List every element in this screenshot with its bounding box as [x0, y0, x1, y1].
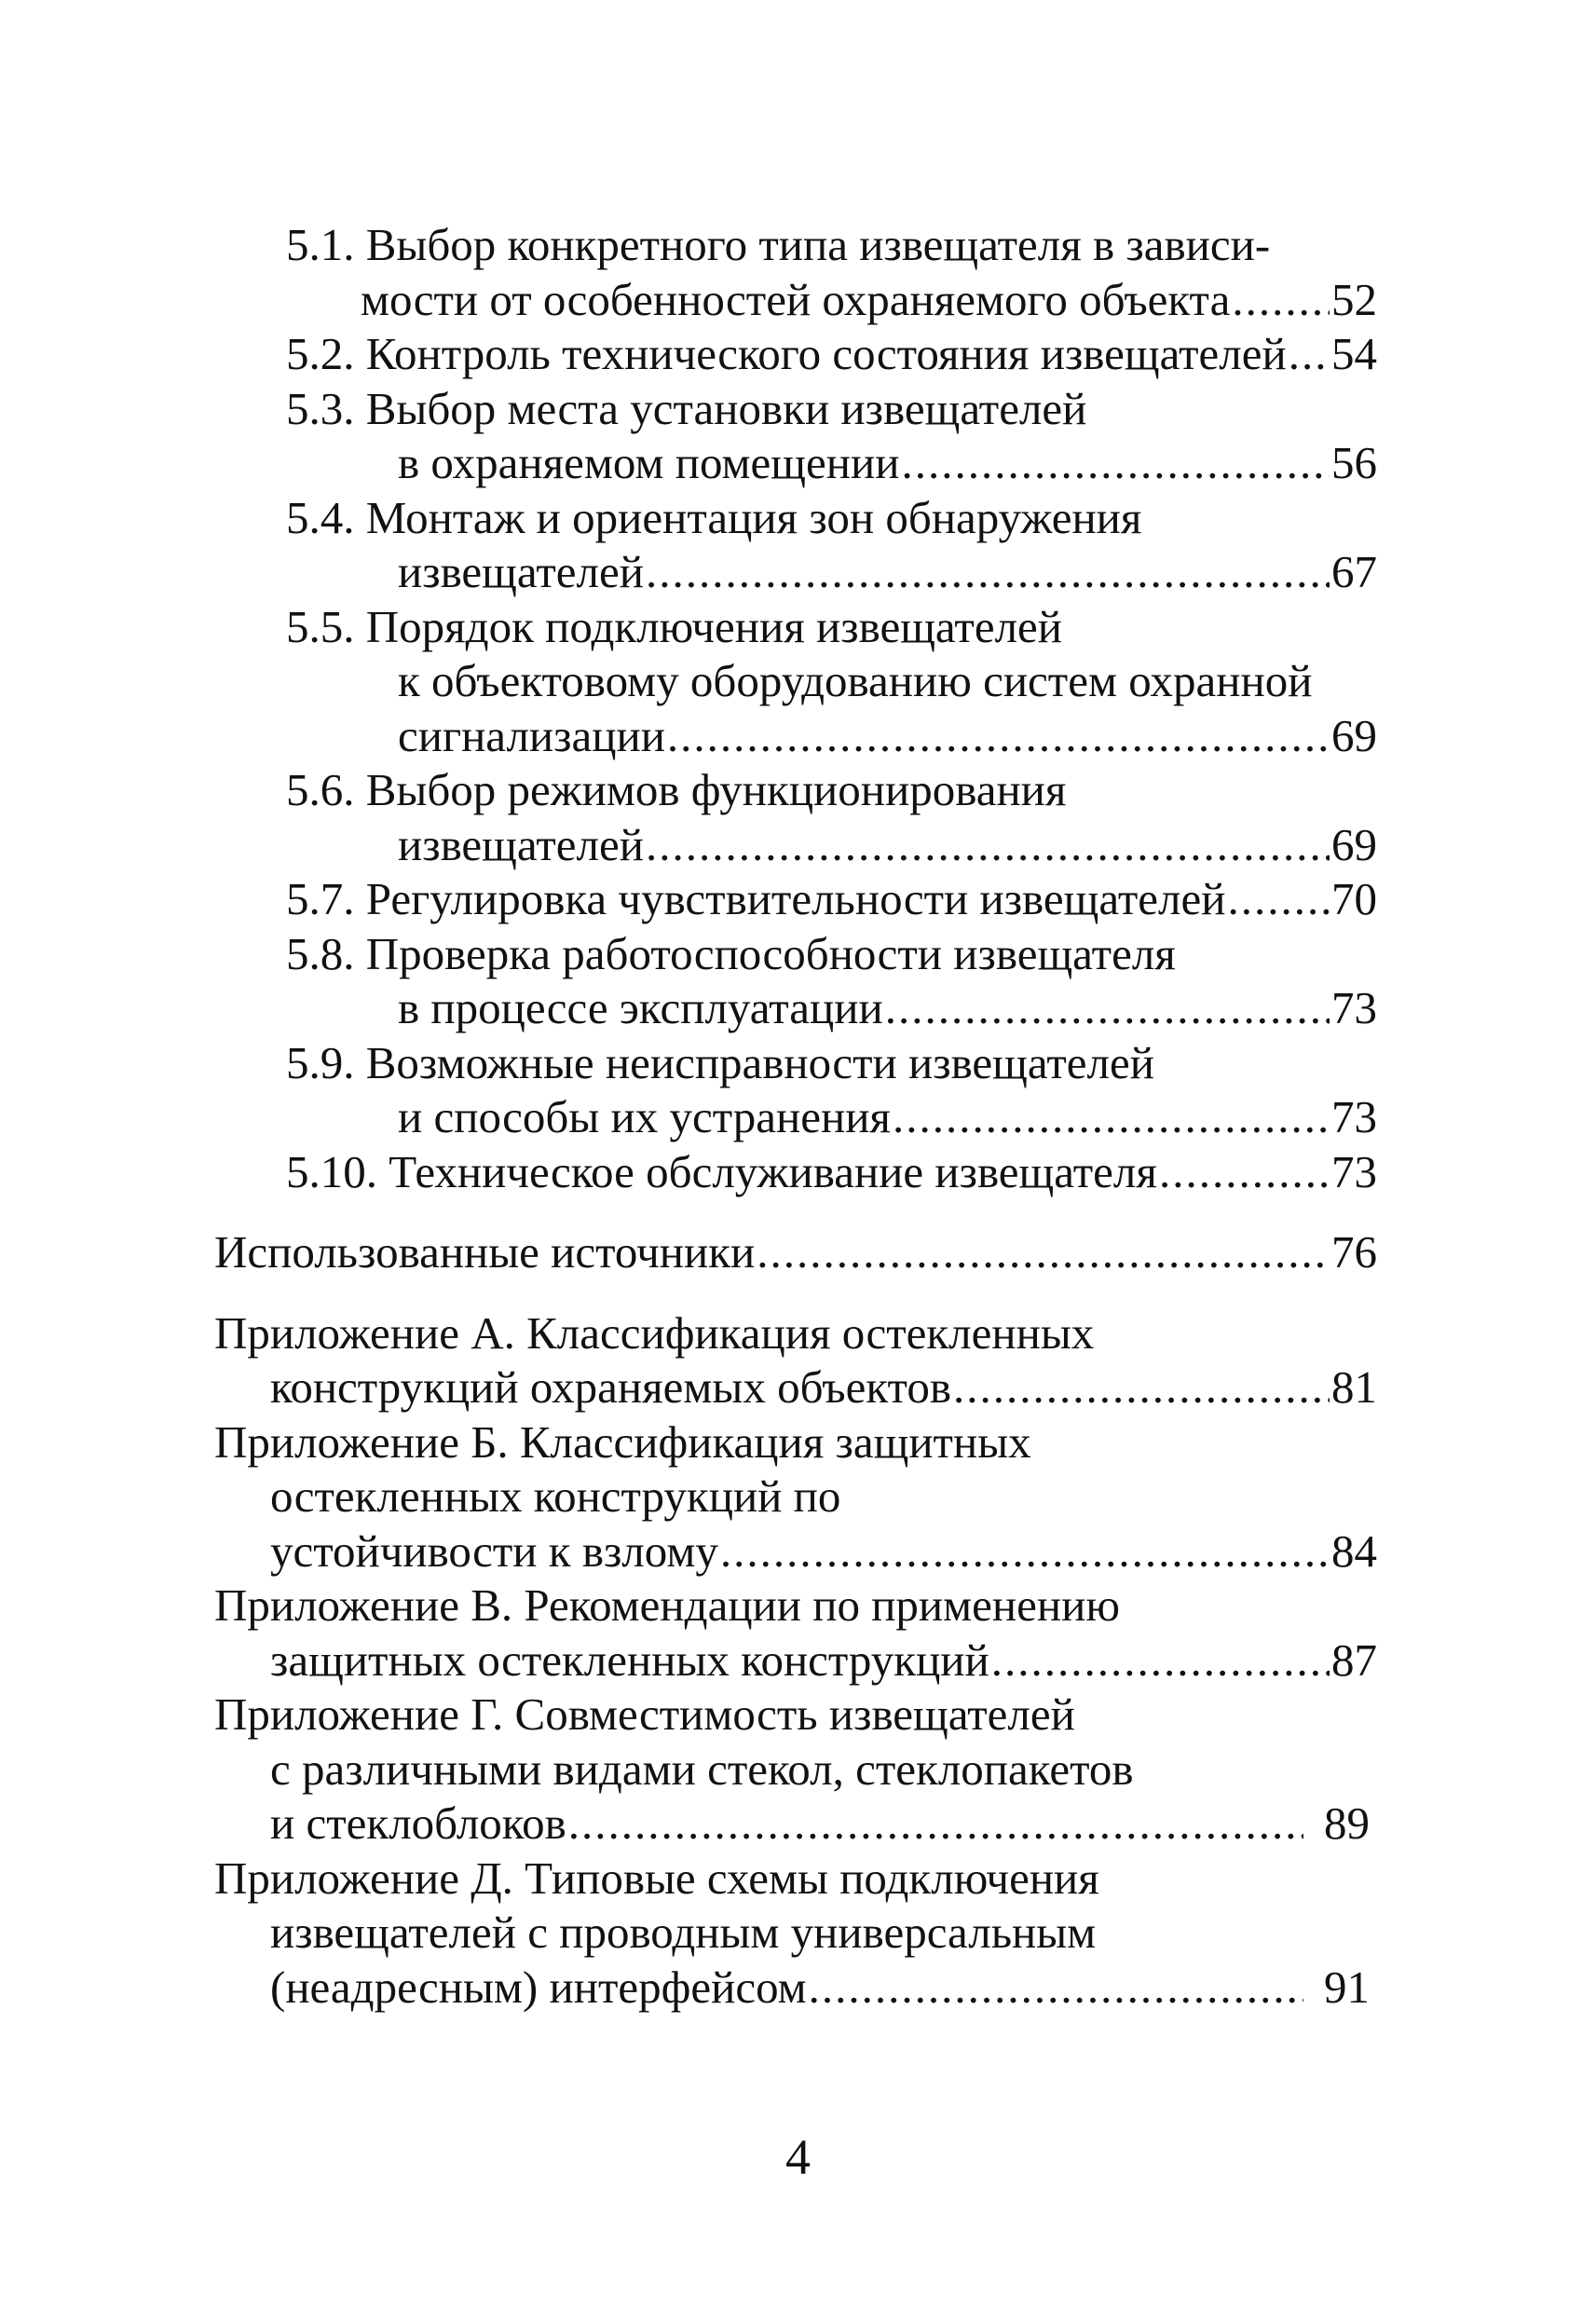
toc-entry-title: и способы их устранения	[398, 1091, 891, 1142]
toc-entry-line: остекленных конструкций по	[270, 1470, 841, 1522]
dot-leader	[667, 709, 1330, 764]
page-number: 4	[785, 2129, 811, 2185]
toc-entry-line: Приложение А. Классификация остекленных	[214, 1306, 1095, 1359]
section-gap	[214, 1280, 1377, 1306]
toc-entry-line	[214, 818, 1377, 873]
dot-leader	[991, 1633, 1330, 1688]
toc-appendices	[214, 1225, 1377, 2015]
toc-entry-title: 5.7. Регулировка чувствительности извещателей	[286, 873, 1226, 924]
toc-entry-title: извещателей	[398, 546, 644, 597]
toc-entry-line: 5.1. Выбор конкретного типа извещателя в зависи-	[286, 219, 1271, 270]
toc-entry-line	[214, 1360, 1377, 1415]
dot-leader	[646, 818, 1330, 873]
toc-entry-title: защитных остекленных конструкций	[270, 1633, 989, 1686]
dot-leader	[1232, 273, 1330, 328]
toc-page-number: 67	[1331, 546, 1377, 597]
toc-entry-title: 5.10. Техническое обслуживание извещателя	[286, 1145, 1157, 1197]
toc-entry-line	[214, 1797, 1377, 1852]
toc-page-number: 52	[1331, 273, 1377, 325]
toc-entry-title: и стеклоблоков	[270, 1797, 566, 1849]
toc-entry-line: 5.3. Выбор места установки извещателей	[286, 382, 1087, 434]
toc-entry-line	[214, 1090, 1377, 1145]
dot-leader	[720, 1524, 1330, 1579]
toc-page-number: 70	[1331, 873, 1377, 924]
toc-page-number: 73	[1331, 1145, 1377, 1197]
toc-entry-line	[214, 327, 1377, 382]
toc-entry-title: в процессе эксплуатации	[398, 982, 883, 1033]
dot-leader	[1227, 872, 1330, 927]
toc-entry-line	[214, 1225, 1377, 1280]
toc-entry-line: Приложение В. Рекомендации по применению	[214, 1579, 1120, 1631]
toc-entry-title: устойчивости к взлому	[270, 1524, 718, 1577]
dot-leader	[885, 981, 1330, 1036]
toc-entry-title: мости от особенностей охраняемого объекта	[361, 273, 1231, 325]
toc-page-number: 91	[1324, 1961, 1370, 2013]
toc-entry-title: в охраняемом помещении	[398, 437, 900, 488]
toc-entry-line	[214, 1633, 1377, 1688]
toc-entry-line	[214, 1524, 1377, 1579]
toc-page-number: 89	[1324, 1797, 1370, 1849]
toc-entry-line: извещателей с проводным универсальным	[270, 1907, 1097, 1958]
toc-entry-line	[214, 436, 1377, 491]
toc-page-number: 73	[1331, 982, 1377, 1033]
toc-entry-line	[214, 1961, 1377, 2016]
toc-entry-line: Приложение Д. Типовые схемы подключения	[214, 1852, 1099, 1904]
toc-page-number: 81	[1331, 1361, 1377, 1413]
toc-entry-line	[214, 709, 1377, 764]
toc-entry-line: 5.6. Выбор режимов функционирования	[286, 764, 1067, 815]
toc-entry-line: к объектовому оборудованию систем охранной	[398, 655, 1313, 706]
toc-page-number: 69	[1331, 818, 1377, 870]
toc-entry-line: с различными видами стекол, стеклопакетов	[270, 1743, 1134, 1795]
toc-entry-line	[214, 872, 1377, 927]
toc-entry-line	[214, 1145, 1377, 1200]
dot-leader	[901, 436, 1330, 491]
toc-entry-title: сигнализации	[398, 709, 665, 761]
toc-entry-line	[214, 545, 1377, 600]
toc-entry-title: извещателей	[398, 818, 644, 870]
toc-sections	[214, 218, 1377, 1199]
toc-entry-line: Приложение Б. Классификация защитных	[214, 1415, 1031, 1468]
toc-entry-title: 5.2. Контроль технического состояния извещателей	[286, 328, 1287, 379]
dot-leader	[953, 1360, 1330, 1415]
toc-page-number: 56	[1331, 437, 1377, 488]
dot-leader	[646, 545, 1330, 600]
toc-page-number: 69	[1331, 709, 1377, 761]
toc-entry-line: 5.8. Проверка работоспособности извещателя	[286, 927, 1176, 979]
dot-leader	[757, 1225, 1330, 1280]
toc-entry-line	[214, 273, 1377, 328]
toc-page-number: 84	[1331, 1524, 1377, 1577]
toc-entry-line: Приложение Г. Совместимость извещателей	[214, 1688, 1075, 1740]
toc-page-number: 73	[1331, 1091, 1377, 1142]
toc-entry-line: 5.9. Возможные неисправности извещателей	[286, 1036, 1154, 1088]
dot-leader	[1289, 327, 1330, 382]
dot-leader	[809, 1961, 1303, 2016]
toc-entry-title: Использованные источники	[214, 1226, 756, 1278]
toc-entry-line: 5.4. Монтаж и ориентация зон обнаружения	[286, 491, 1142, 543]
dot-leader	[568, 1797, 1303, 1852]
toc-page-number: 76	[1331, 1226, 1377, 1278]
toc-entry-title: (неадресным) интерфейсом	[270, 1961, 807, 2013]
dot-leader	[893, 1090, 1330, 1145]
toc-entry-line: 5.5. Порядок подключения извещателей	[286, 600, 1062, 652]
toc-page-number: 54	[1331, 328, 1377, 379]
toc-entry-title: конструкций охраняемых объектов	[270, 1361, 951, 1413]
toc-page-number: 87	[1331, 1633, 1377, 1686]
toc-entry-line	[214, 981, 1377, 1036]
dot-leader	[1159, 1145, 1330, 1200]
